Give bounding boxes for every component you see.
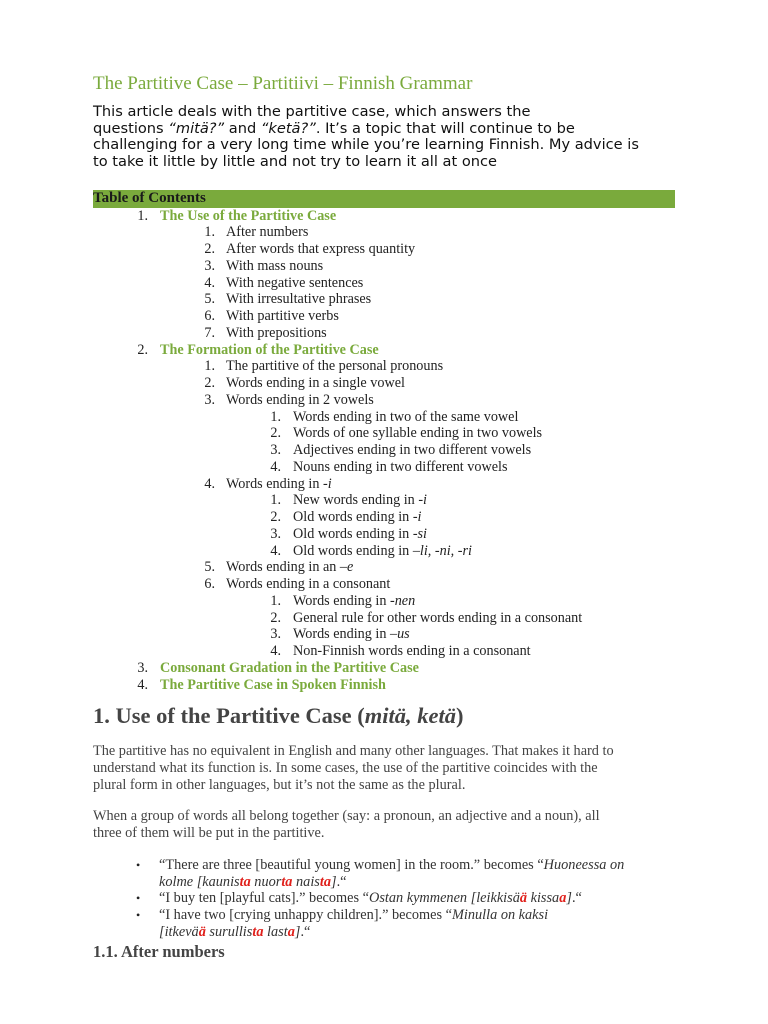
toc-item-number: 2. [270,609,281,626]
toc-item-label [226,258,323,275]
italic-text: kolme [kaunis [159,873,240,890]
text-segment: After words that express quantity [226,241,416,257]
text-segment: Consonant Gradation in the Partitive Case [160,659,419,676]
text-segment: The partitive of the personal pronouns [226,358,444,375]
toc-item-label [293,492,427,509]
italic-text: Minulla on kaksi [451,907,549,923]
text-segment: “There are three [beautiful young women] in the room.” becomes “ [159,857,544,873]
italic-text: ] [566,890,572,906]
toc-item-label [293,593,415,610]
example-list-item [159,890,679,907]
toc-item-label [293,442,531,459]
text-segment: Old words ending in [293,509,413,525]
toc-subsection-link[interactable] [0,358,768,375]
subsection-heading-after-numbers: 1.1. After numbers [93,942,225,961]
text-segment: Old words ending in [293,525,413,542]
toc-item-label [160,342,379,359]
document-title: The Partitive Case – Partitiivi – Finnish Grammar [93,73,473,94]
italic-text: –e [339,559,354,576]
partitive-ending-highlight: a [287,923,295,940]
bullet-marker: • [136,891,141,905]
toc-section-link[interactable] [0,660,768,677]
toc-item-label [226,392,374,409]
toc-item-number: 2. [270,425,281,442]
toc-subsection-link[interactable] [0,409,768,426]
text-segment: After numbers [226,224,309,241]
paragraph-group-of-words [93,808,653,842]
toc-item-label [160,208,336,225]
section-heading-use-of-partitive [93,703,464,729]
toc-section-link[interactable] [0,677,768,694]
italic-text: -i [412,509,422,525]
toc-item-number: 7. [204,324,215,341]
text-segment: Words ending in [226,475,323,492]
toc-item-label [293,626,410,643]
toc-subsection-link[interactable] [0,375,768,392]
italic-text: nuor [250,873,282,890]
toc-item-label [226,291,371,308]
toc-item-number: 2. [137,341,148,358]
partitive-ending-highlight: ta [252,923,264,940]
toc-item-label [226,308,339,325]
example-list-item [159,907,679,941]
text-segment: New words ending in [293,492,419,509]
text-segment: .“ [571,890,582,906]
intro-line: This article deals with the partitive case, which answers the [93,103,531,120]
text-segment: Words ending in a consonant [226,576,391,592]
text-segment: Words ending in an [226,559,340,576]
intro-question-keta: “ketä?” [260,119,316,137]
toc-subsection-link[interactable] [0,626,768,643]
toc-item-label [293,425,542,442]
toc-item-number: 3. [270,525,281,542]
text-segment: “I buy ten [playful cats].” becomes “ [159,890,369,906]
text-segment: Words ending in a single vowel [226,375,405,391]
toc-item-label [293,509,421,526]
toc-subsection-link[interactable] [0,593,768,610]
text-segment: The Formation of the Partitive Case [160,341,379,358]
toc-item-number: 6. [204,576,215,592]
toc-subsection-link[interactable] [0,610,768,627]
italic-text: -i [322,475,332,492]
toc-item-label [293,409,518,426]
text-segment: With irresultative phrases [226,291,372,308]
text-segment: .“ [336,873,347,890]
italic-text: –us [389,626,410,643]
toc-subsection-link[interactable] [0,291,768,308]
bullet-marker: • [136,908,141,922]
text-segment: Non-Finnish words ending in a consonant [293,643,531,659]
italic-text: –li, -ni, -ri [412,542,472,559]
intro-text: and [224,119,261,137]
toc-item-number: 1. [137,207,148,224]
paragraph-partitive-equivalent [93,743,653,793]
italic-text: [itkevä [159,923,199,940]
toc-item-label [226,358,443,375]
toc-section-link[interactable] [0,342,768,359]
toc-item-label [226,375,405,392]
intro-text: . It’s a topic that will continue to be [315,119,575,137]
toc-subsection-link[interactable] [0,241,768,258]
toc-subsection-link[interactable] [0,526,768,543]
toc-item-label [160,660,419,677]
toc-subsection-link[interactable] [0,643,768,660]
toc-item-number: 5. [204,559,215,576]
toc-item-number: 6. [204,308,215,324]
toc-subsection-link[interactable] [0,224,768,241]
toc-item-number: 2. [270,509,281,525]
toc-item-number: 3. [137,659,148,676]
toc-item-label [160,677,386,694]
paragraph-line: three of them will be put in the partitive. [93,824,325,841]
toc-item-number: 4. [270,643,281,659]
paragraph-line: When a group of words all belong together (say: a pronoun, an adjective and a noun), all [93,808,600,824]
heading-text: ) [456,703,464,728]
italic-text: -nen [389,592,416,609]
toc-item-label [226,224,308,241]
toc-item-number: 3. [270,442,281,458]
toc-item-label [226,241,415,258]
toc-subsection-link[interactable] [0,308,768,325]
toc-item-number: 3. [204,257,215,274]
toc-item-number: 2. [204,241,215,257]
toc-item-number: 4. [270,458,281,475]
text-segment: Words ending in two of the same vowel [293,408,519,425]
toc-item-label [226,559,353,576]
toc-item-number: 4. [270,542,281,559]
text-segment: Nouns ending in two different vowels [293,458,508,475]
paragraph-line: plural form in other languages, but it’s not the same as the plural. [93,776,466,793]
text-segment: The Partitive Case in Spoken Finnish [160,676,386,693]
toc-item-label [226,275,363,292]
italic-text: surullis [205,923,253,940]
text-segment: With partitive verbs [226,308,339,324]
toc-item-number: 1. [270,492,281,509]
bullet-marker: • [136,858,141,872]
text-segment: Words ending in [293,592,390,609]
text-segment: With prepositions [226,324,327,341]
toc-item-number: 1. [204,224,215,241]
text-segment: .“ [300,923,311,940]
toc-title: Table of Contents [93,190,206,206]
paragraph-line: The partitive has no equivalent in English and many other languages. That makes it hard to [93,743,614,759]
toc-subsection-link[interactable] [0,392,768,409]
toc-subsection-link[interactable] [0,459,768,476]
intro-text: questions [93,119,169,137]
intro-line: to take it little by little and not try to learn it all at once [93,152,498,170]
heading-italic-text: mitä, ketä [364,703,457,728]
toc-item-label [226,325,327,342]
toc-item-number: 4. [204,274,215,291]
text-segment: Words ending in [293,626,390,643]
toc-subsection-link[interactable] [0,576,768,593]
paragraph-line: understand what its function is. In some cases, the use of the partitive coincides with the [93,759,598,776]
toc-item-label [226,576,390,593]
toc-item-number: 5. [204,291,215,308]
partitive-ending-highlight: ta [319,873,331,890]
italic-text: Huoneessa on [543,857,625,873]
toc-item-label [293,543,472,560]
toc-subsection-link[interactable] [0,275,768,292]
toc-subsection-link[interactable] [0,492,768,509]
text-segment: Old words ending in [293,542,413,559]
text-segment: Words of one syllable ending in two vowels [293,425,543,442]
italic-text: kissa [527,890,560,906]
text-segment: Words ending in 2 vowels [226,391,374,408]
toc-subsection-link[interactable] [0,425,768,442]
partitive-ending-highlight: ä [519,890,528,906]
toc-subsection-link[interactable] [0,543,768,560]
toc-subsection-link[interactable] [0,325,768,342]
toc-item-number: 2. [204,375,215,391]
toc-item-label [293,526,427,543]
partitive-ending-highlight: a [559,890,567,906]
italic-text: last [263,923,288,940]
toc-item-number: 4. [137,676,148,693]
partitive-ending-highlight: ta [239,873,251,890]
heading-text: 1. Use of the Partitive Case ( [93,703,365,728]
example-list-item [159,857,679,891]
toc-item-label [293,610,582,627]
toc-item-number: 3. [204,391,215,408]
toc-item-number: 4. [204,475,215,492]
intro-paragraph [93,104,683,170]
partitive-ending-highlight: ta [281,873,293,890]
text-segment: General rule for other words ending in a consonant [293,609,583,626]
intro-line: challenging for a very long time while you’re learning Finnish. My advice is [93,136,639,153]
toc-subsection-link[interactable] [0,559,768,576]
italic-text: nais [292,873,320,890]
toc-item-number: 3. [270,626,281,643]
text-segment: Adjectives ending in two different vowels [293,442,532,458]
toc-item-label [293,459,508,476]
toc-subsection-link[interactable] [0,476,768,493]
toc-subsection-link[interactable] [0,442,768,459]
toc-item-label [293,643,531,660]
toc-subsection-link[interactable] [0,509,768,526]
italic-text: -si [412,525,427,542]
text-segment: The Use of the Partitive Case [160,207,337,224]
toc-subsection-link[interactable] [0,258,768,275]
partitive-ending-highlight: ä [198,923,206,940]
intro-question-mita: “mitä?” [168,119,225,137]
toc-item-label [226,476,332,493]
italic-text: ] [294,923,301,940]
text-segment: “I have two [crying unhappy children].” becomes “ [159,907,452,923]
italic-text: -i [418,492,427,509]
text-segment: With mass nouns [226,257,324,274]
italic-text: ] [331,873,337,890]
toc-item-number: 1. [270,592,281,609]
italic-text: Ostan kymmenen [leikkisä [369,890,520,906]
text-segment: With negative sentences [226,274,364,291]
toc-section-link[interactable] [0,208,768,225]
toc-item-number: 1. [270,408,281,425]
toc-item-number: 1. [204,358,215,375]
